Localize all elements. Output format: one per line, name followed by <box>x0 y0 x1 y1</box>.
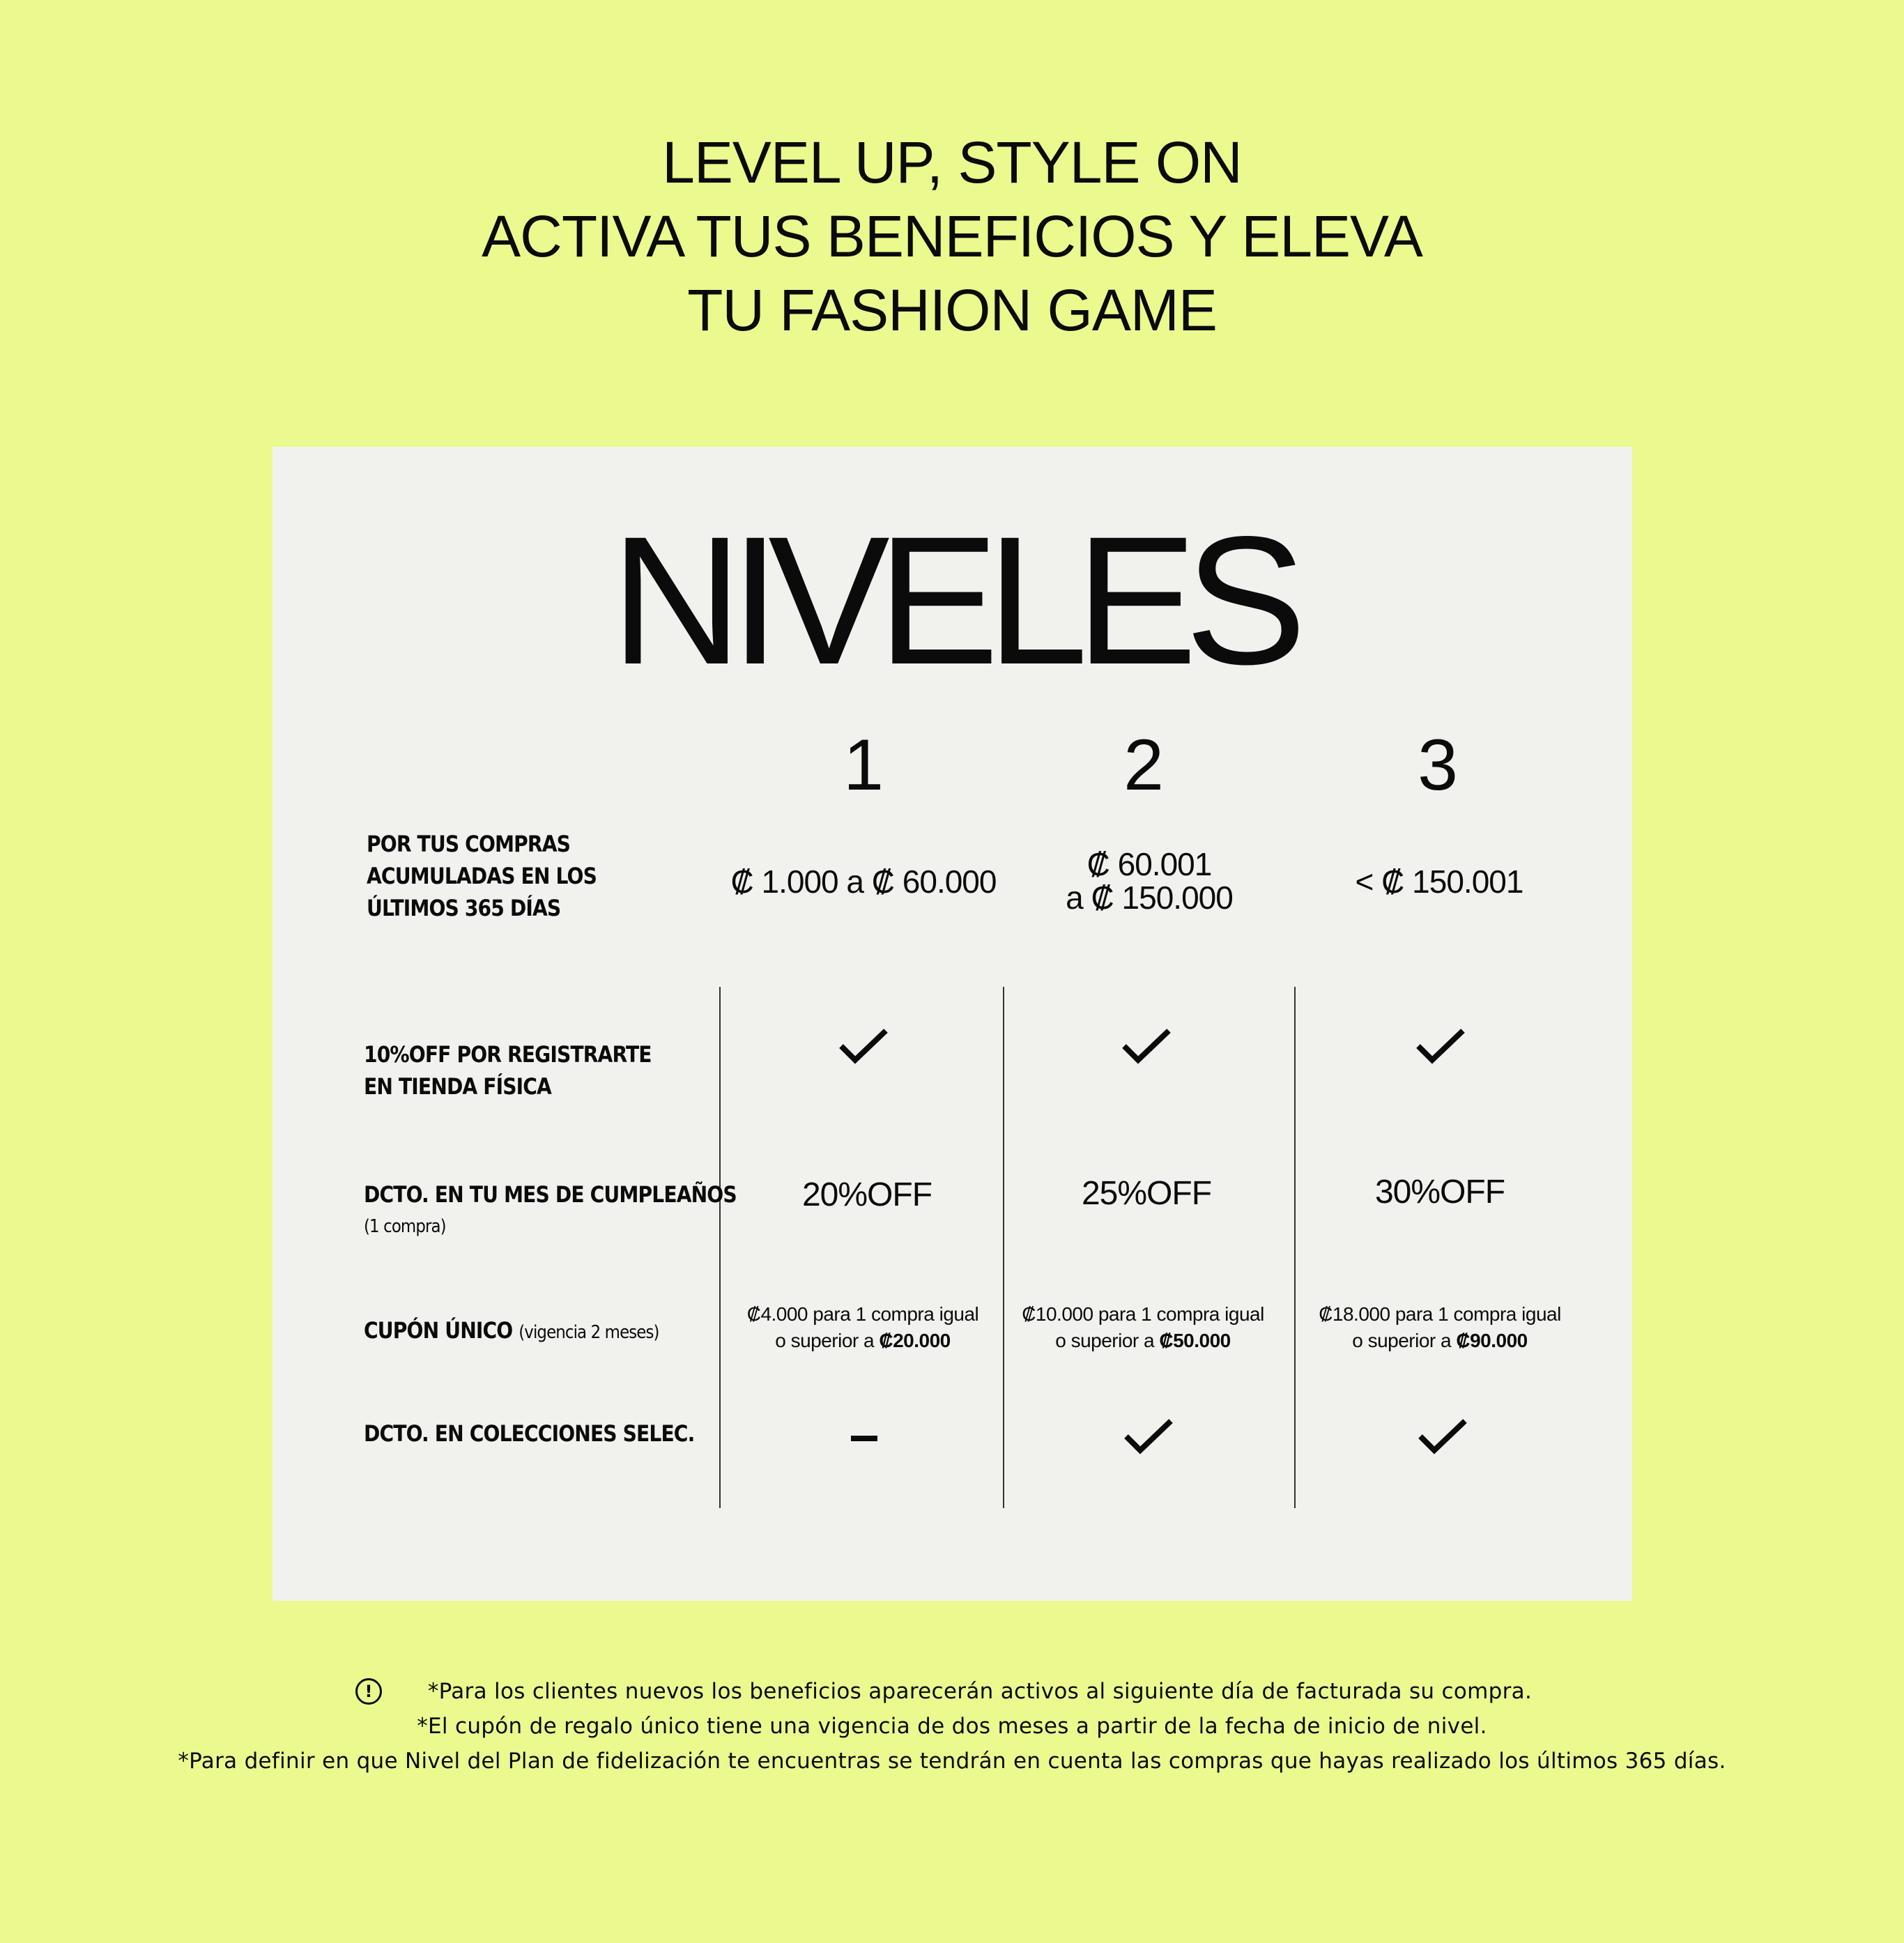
level-number-1: 1 <box>843 725 884 806</box>
birthday-level-2: 25%OFF <box>1081 1175 1212 1212</box>
coupon-level-1: ₡4.000 para 1 compra igual o superior a ₡20.000 <box>746 1303 979 1351</box>
birthday-level-3: 30%OFF <box>1374 1174 1505 1211</box>
coupon-level-3: ₡18.000 para 1 compra igual o superior a ₡90.000 <box>1319 1303 1561 1351</box>
check-icon <box>1415 1415 1471 1457</box>
headline-line-1: LEVEL UP, STYLE ON <box>662 130 1242 195</box>
headline-line-3: TU FASHION GAME <box>687 277 1217 343</box>
row-label-purchases: POR TUS COMPRAS ACUMULADAS EN LOS ÚLTIMOS 365 DÍAS <box>367 831 597 921</box>
purchases-level-3: < ₡ 150.001 <box>1355 863 1523 900</box>
purchases-level-2: ₡ 60.001 a ₡ 150.000 <box>1066 846 1233 916</box>
headline <box>0 125 1904 347</box>
check-icon <box>1121 1415 1176 1457</box>
row-label-collections: DCTO. EN COLECCIONES SELEC. <box>364 1420 695 1447</box>
levels-card <box>272 447 1632 1601</box>
footnotes <box>0 1674 1904 1779</box>
check-icon <box>1413 1025 1468 1067</box>
footnote-2: *El cupón de regalo único tiene una vigencia de dos meses a partir de la fecha de inicio de nivel. <box>417 1714 1487 1739</box>
exclamation-circle-icon: ! <box>355 1678 382 1705</box>
column-divider-3 <box>1294 987 1296 1508</box>
headline-line-2: ACTIVA TUS BENEFICIOS Y ELEVA <box>482 203 1422 269</box>
birthday-level-1: 20%OFF <box>801 1176 932 1213</box>
column-divider-2 <box>1003 987 1004 1508</box>
level-number-2: 2 <box>1123 725 1164 806</box>
row-label-coupon: CUPÓN ÚNICO (vigencia 2 meses) <box>364 1317 659 1344</box>
check-icon <box>1119 1025 1174 1067</box>
row-label-register: 10%OFF POR REGISTRARTE EN TIENDA FÍSICA <box>364 1041 652 1100</box>
footnote-3: *Para definir en que Nivel del Plan de fidelización te encuentras se tendrán en cuenta las compras que hayas realizado los últimos 365 días. <box>178 1749 1726 1774</box>
levels-title: NIVELES <box>611 498 1294 702</box>
level-number-3: 3 <box>1418 725 1458 806</box>
row-label-birthday: DCTO. EN TU MES DE CUMPLEAÑOS (1 compra) <box>364 1181 737 1237</box>
check-icon <box>836 1025 891 1067</box>
footnote-1: *Para los clientes nuevos los beneficios aparecerán activos al siguiente día de facturada su compra. <box>427 1679 1533 1704</box>
purchases-level-1: ₡ 1.000 a ₡ 60.000 <box>730 863 997 900</box>
column-divider-1 <box>719 987 721 1508</box>
coupon-level-2: ₡10.000 para 1 compra igual o superior a ₡50.000 <box>1022 1303 1264 1351</box>
dash-icon <box>851 1436 877 1441</box>
